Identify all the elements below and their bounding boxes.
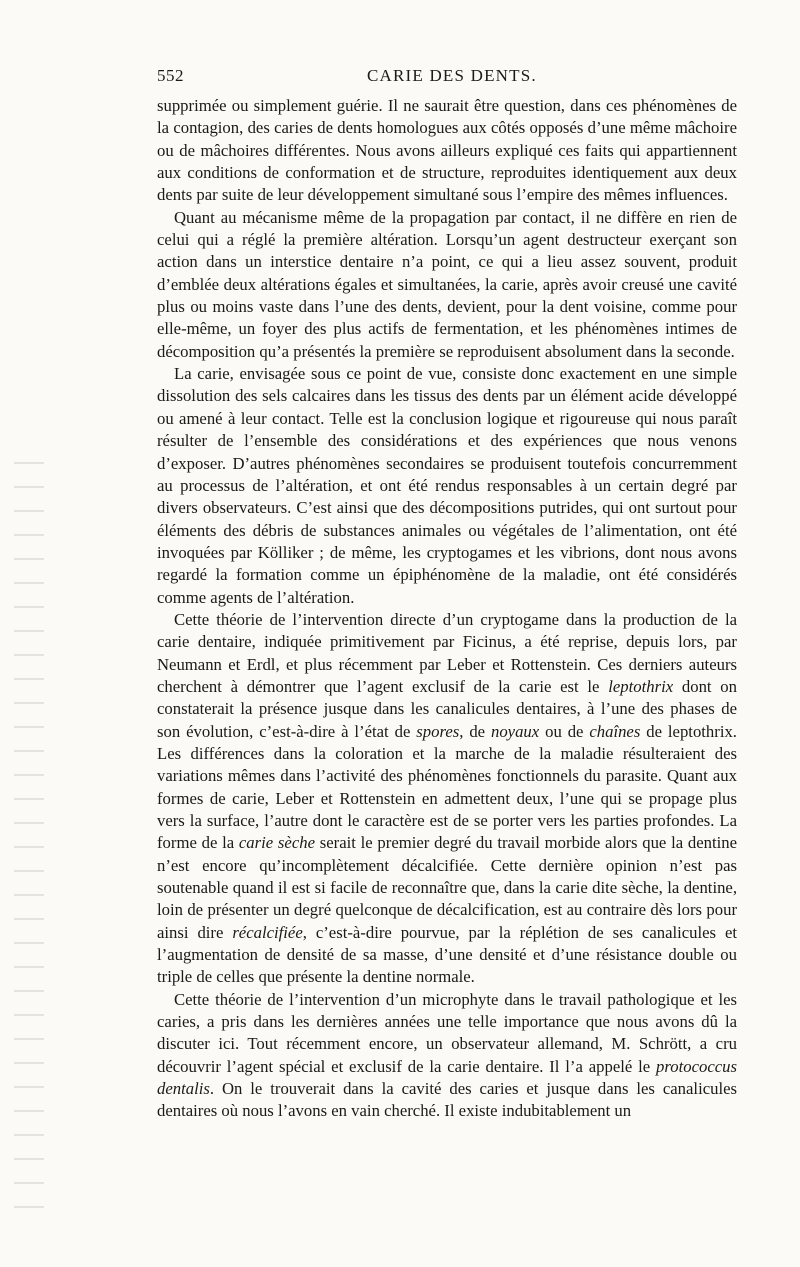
running-title: CARIE DES DENTS. xyxy=(367,66,537,85)
text-run: dont on constaterait la présence jusque dans les canalicules dentaires, à l’une des phases de son évolution, c’est-à-dire à l’état de xyxy=(157,676,737,741)
body-text xyxy=(157,95,737,1123)
text-run: serait le premier degré du travail morbide alors que la dentine n’est encore qu’incomplètement décalcifiée. Cette dernière opinion n’est pas soutenable quand il est si facile de reconnaître que, dans la carie dite sèche, la dentine, loin de présenter un degré quelconque de décalcification, est au contraire dès lors pour ainsi dire xyxy=(157,833,737,942)
text-run: ou de xyxy=(539,721,590,741)
text-run: de leptothrix. Les différences dans la coloration et la marche de la maladie résulteraient des variations mêmes dans l’activité des phénomènes fonctionnels du parasite. Quant aux formes de carie, Leber et Rottenstein en admettent deux, l’une qui se propage plus vers la surface, l’autre dont le caractère est de se porter vers les parties profondes. La forme de la xyxy=(157,721,737,853)
italic-term: carie sèche xyxy=(238,833,315,853)
italic-term: protococcus dentalis xyxy=(157,1056,737,1099)
text-run: Quant au mécanisme même de la propagation par contact, il ne diffère en rien de celui qui a réglé la première altération. Lorsqu’un agent destructeur exerçant son action dans un interstice dentaire n’a point, ce qui a lieu assez souvent, produit d’emblée deux altérations égales et simultanées, la carie, après avoir creusé une cavité plus ou moins vaste dans l’une des dents, devient, pour la dent voisine, comme pour elle-même, un foyer des plus actifs de fermentation, et les phénomènes intimes de décomposition qu’a présentés la première se reproduisent absolument dans la seconde. xyxy=(157,207,737,361)
paragraph xyxy=(157,609,737,989)
text-run: supprimée ou simplement guérie. Il ne saurait être question, dans ces phénomènes de la contagion, des caries de dents homologues aux côtés opposés d’une même mâchoire ou de mâchoires différentes. Nous avons ailleurs expliqué ces faits qui appartiennent aux conditions de conformation et de structure, reproduites identiquement aux deux dents par suite de leur développement simultané sous l’empire des mêmes influences. xyxy=(157,96,737,205)
italic-term: noyaux xyxy=(490,721,540,741)
italic-term: chaînes xyxy=(589,721,641,741)
text-run: . On le trouverait dans la cavité des caries et jusque dans les canalicules dentaires où nous l’avons en vain cherché. Il existe indubitablement un xyxy=(157,1079,737,1121)
text-run: Cette théorie de l’intervention directe d’un cryptogame dans la production de la carie dentaire, indiquée primitivement par Ficinus, a été reprise, depuis lors, par Neumann et Erdl, et plus récemment par Leber et Rottenstein. Ces derniers auteurs cherchent à démontrer que l’agent exclusif de la carie est le xyxy=(157,609,737,696)
text-run: La carie, envisagée sous ce point de vue, consiste donc exactement en une simple dissolution des sels calcaires dans les tissus des dents par un élément acide développé ou amené à leur contact. Telle est la conclusion logique et rigoureuse qui nous paraît résulter de l’ensemble des considérations et des expériences que nous venons d’exposer. D’autres phénomènes secondaires se produisent toutefois concurremment au processus de l’altération, et ont été rendus responsables à un certain degré par divers observateurs. C’est ainsi que des décompositions putrides, qui ont surtout pour éléments des débris de substances animales ou végétales de l’alimentation, ont été invoquées par Kölliker ; de même, les cryptogames et les vibrions, dont nous avons regardé la formation comme un épiphénomène de la maladie, ont été considérés comme agents de l’altération. xyxy=(157,364,737,607)
italic-term: spores xyxy=(416,721,460,741)
italic-term: récalcifiée xyxy=(232,922,303,942)
paragraph xyxy=(157,363,737,609)
text-run: , c’est-à-dire pourvue, par la réplétion de ses canalicules et l’augmentation de densité de sa masse, d’une densité et d’une résistance double ou triple de celles que présente la dentine normale. xyxy=(157,922,737,987)
margin-scan-marks xyxy=(14,440,44,1220)
paragraph xyxy=(157,95,737,207)
page-header xyxy=(157,66,737,92)
text-run: , de xyxy=(459,721,491,741)
text-run: Cette théorie de l’intervention d’un microphyte dans le travail pathologique et les caries, a pris dans les dernières années une telle importance que nous avons dû la discuter ici. Tout récemment encore, un observateur allemand, M. Schrött, a cru découvrir l’agent spécial et exclusif de la carie dentaire. Il l’a appelé le xyxy=(157,989,737,1076)
page-number: 552 xyxy=(157,66,184,85)
italic-term: leptothrix xyxy=(608,676,674,696)
paragraph xyxy=(157,989,737,1123)
paragraph xyxy=(157,207,737,363)
